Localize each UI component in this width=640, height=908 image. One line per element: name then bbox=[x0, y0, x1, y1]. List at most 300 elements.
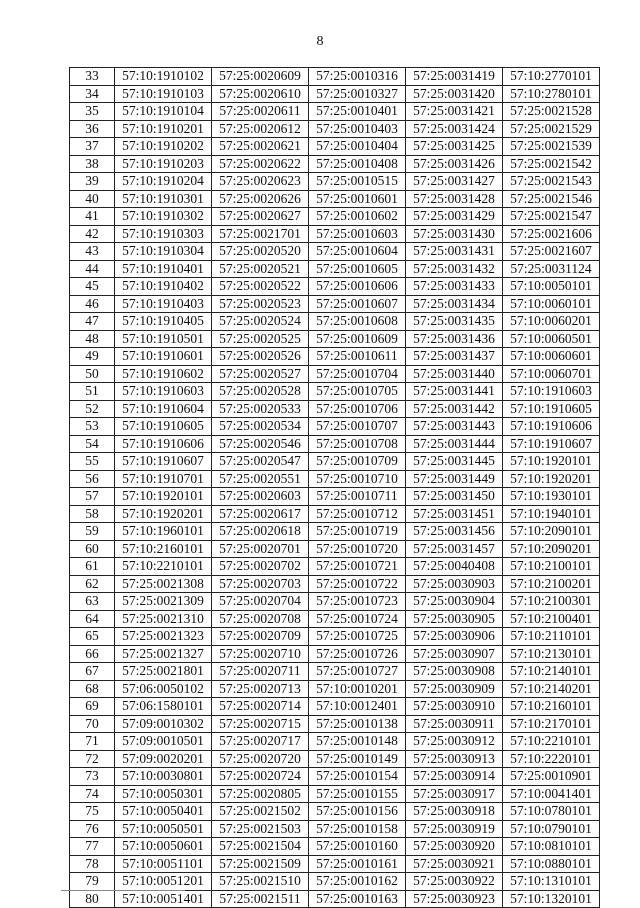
table-row bbox=[70, 470, 600, 488]
cadastral-number-cell: 57:10:2160101 bbox=[503, 698, 600, 716]
cadastral-number-cell: 57:10:2100401 bbox=[503, 610, 600, 628]
cadastral-number-cell: 57:10:0012401 bbox=[309, 698, 406, 716]
cadastral-number-cell: 57:10:0050601 bbox=[115, 838, 212, 856]
row-number-cell: 35 bbox=[70, 103, 115, 121]
cadastral-number-cell: 57:10:0060601 bbox=[503, 348, 600, 366]
cadastral-number-cell: 57:25:0010408 bbox=[309, 155, 406, 173]
cadastral-number-cell: 57:25:0030908 bbox=[406, 663, 503, 681]
cadastral-number-cell: 57:25:0010608 bbox=[309, 313, 406, 331]
row-number-cell: 74 bbox=[70, 785, 115, 803]
cadastral-number-cell: 57:25:0010708 bbox=[309, 435, 406, 453]
cadastral-number-cell: 57:25:0030923 bbox=[406, 890, 503, 908]
cadastral-number-cell: 57:25:0031436 bbox=[406, 330, 503, 348]
row-number-cell: 73 bbox=[70, 768, 115, 786]
cadastral-number-cell: 57:25:0021310 bbox=[115, 610, 212, 628]
cadastral-number-cell: 57:10:2210101 bbox=[503, 733, 600, 751]
cadastral-number-cell: 57:10:1910603 bbox=[115, 383, 212, 401]
cadastral-number-cell: 57:25:0020709 bbox=[212, 628, 309, 646]
cadastral-number-cell: 57:25:0010720 bbox=[309, 540, 406, 558]
cadastral-number-cell: 57:25:0010719 bbox=[309, 523, 406, 541]
row-number-cell: 55 bbox=[70, 453, 115, 471]
row-number-cell: 80 bbox=[70, 890, 115, 908]
cadastral-number-cell: 57:10:2100301 bbox=[503, 593, 600, 611]
cadastral-number-cell: 57:25:0010327 bbox=[309, 85, 406, 103]
cadastral-number-cell: 57:25:0010601 bbox=[309, 190, 406, 208]
cadastral-number-cell: 57:25:0010611 bbox=[309, 348, 406, 366]
cadastral-number-cell: 57:25:0010710 bbox=[309, 470, 406, 488]
cadastral-number-cell: 57:25:0010154 bbox=[309, 768, 406, 786]
cadastral-number-cell: 57:25:0031451 bbox=[406, 505, 503, 523]
cadastral-number-cell: 57:25:0010723 bbox=[309, 593, 406, 611]
cadastral-number-cell: 57:25:0010148 bbox=[309, 733, 406, 751]
cadastral-number-cell: 57:25:0031443 bbox=[406, 418, 503, 436]
cadastral-number-cell: 57:25:0021801 bbox=[115, 663, 212, 681]
cadastral-number-cell: 57:10:2210101 bbox=[115, 558, 212, 576]
row-number-cell: 77 bbox=[70, 838, 115, 856]
cadastral-number-cell: 57:10:1910405 bbox=[115, 313, 212, 331]
cadastral-number-cell: 57:10:1910303 bbox=[115, 225, 212, 243]
cadastral-number-cell: 57:25:0010707 bbox=[309, 418, 406, 436]
cadastral-number-cell: 57:25:0010161 bbox=[309, 855, 406, 873]
table-row bbox=[70, 155, 600, 173]
row-number-cell: 33 bbox=[70, 68, 115, 86]
cadastral-number-cell: 57:10:1910607 bbox=[115, 453, 212, 471]
table-row bbox=[70, 453, 600, 471]
cadastral-number-cell: 57:25:0030904 bbox=[406, 593, 503, 611]
cadastral-number-cell: 57:10:1910605 bbox=[503, 400, 600, 418]
cadastral-number-cell: 57:25:0010726 bbox=[309, 645, 406, 663]
table-row bbox=[70, 540, 600, 558]
cadastral-number-cell: 57:25:0020612 bbox=[212, 120, 309, 138]
cadastral-number-cell: 57:25:0021543 bbox=[503, 173, 600, 191]
cadastral-number-cell: 57:25:0010401 bbox=[309, 103, 406, 121]
cadastral-number-cell: 57:25:0021546 bbox=[503, 190, 600, 208]
cadastral-number-cell: 57:25:0021606 bbox=[503, 225, 600, 243]
page-number: 8 bbox=[316, 34, 324, 49]
row-number-cell: 34 bbox=[70, 85, 115, 103]
table-body bbox=[70, 68, 600, 908]
cadastral-number-cell: 57:10:1940101 bbox=[503, 505, 600, 523]
cadastral-number-cell: 57:25:0031432 bbox=[406, 260, 503, 278]
cadastral-number-cell: 57:25:0031437 bbox=[406, 348, 503, 366]
row-number-cell: 43 bbox=[70, 243, 115, 261]
cadastral-number-cell: 57:25:0010162 bbox=[309, 873, 406, 891]
cadastral-number-cell: 57:10:1910104 bbox=[115, 103, 212, 121]
cadastral-number-cell: 57:25:0020714 bbox=[212, 698, 309, 716]
cadastral-number-cell: 57:10:0810101 bbox=[503, 838, 600, 856]
cadastral-number-cell: 57:25:0010404 bbox=[309, 138, 406, 156]
cadastral-number-cell: 57:25:0021309 bbox=[115, 593, 212, 611]
cadastral-number-cell: 57:25:0010604 bbox=[309, 243, 406, 261]
cadastral-number-cell: 57:25:0031429 bbox=[406, 208, 503, 226]
row-number-cell: 68 bbox=[70, 680, 115, 698]
cadastral-number-cell: 57:25:0020713 bbox=[212, 680, 309, 698]
cadastral-number-cell: 57:10:1910606 bbox=[503, 418, 600, 436]
cadastral-number-cell: 57:25:0020621 bbox=[212, 138, 309, 156]
table-row bbox=[70, 85, 600, 103]
cadastral-number-cell: 57:25:0020618 bbox=[212, 523, 309, 541]
row-number-cell: 39 bbox=[70, 173, 115, 191]
table-row bbox=[70, 505, 600, 523]
cadastral-number-cell: 57:25:0020609 bbox=[212, 68, 309, 86]
cadastral-number-cell: 57:25:0021504 bbox=[212, 838, 309, 856]
cadastral-number-cell: 57:25:0030918 bbox=[406, 803, 503, 821]
cadastral-number-cell: 57:10:1910701 bbox=[115, 470, 212, 488]
cadastral-number-cell: 57:25:0030921 bbox=[406, 855, 503, 873]
cadastral-number-cell: 57:25:0021539 bbox=[503, 138, 600, 156]
cadastral-number-cell: 57:25:0030910 bbox=[406, 698, 503, 716]
cadastral-number-cell: 57:10:1320101 bbox=[503, 890, 600, 908]
cadastral-number-cell: 57:10:1920101 bbox=[115, 488, 212, 506]
row-number-cell: 50 bbox=[70, 365, 115, 383]
table-row bbox=[70, 435, 600, 453]
cadastral-number-cell: 57:25:0020622 bbox=[212, 155, 309, 173]
row-number-cell: 49 bbox=[70, 348, 115, 366]
cadastral-number-cell: 57:25:0021547 bbox=[503, 208, 600, 226]
row-number-cell: 36 bbox=[70, 120, 115, 138]
table-row bbox=[70, 243, 600, 261]
cadastral-number-cell: 57:10:1920201 bbox=[115, 505, 212, 523]
cadastral-number-cell: 57:25:0030907 bbox=[406, 645, 503, 663]
row-number-cell: 51 bbox=[70, 383, 115, 401]
table-row bbox=[70, 645, 600, 663]
cadastral-number-cell: 57:10:1910102 bbox=[115, 68, 212, 86]
cadastral-number-cell: 57:25:0020627 bbox=[212, 208, 309, 226]
table-row bbox=[70, 173, 600, 191]
cadastral-number-cell: 57:10:1910204 bbox=[115, 173, 212, 191]
row-number-cell: 72 bbox=[70, 750, 115, 768]
cadastral-number-cell: 57:25:0010712 bbox=[309, 505, 406, 523]
cadastral-number-cell: 57:25:0031419 bbox=[406, 68, 503, 86]
cadastral-number-cell: 57:25:0010149 bbox=[309, 750, 406, 768]
cadastral-number-cell: 57:25:0010403 bbox=[309, 120, 406, 138]
row-number-cell: 52 bbox=[70, 400, 115, 418]
cadastral-number-cell: 57:25:0021542 bbox=[503, 155, 600, 173]
cadastral-number-cell: 57:25:0020704 bbox=[212, 593, 309, 611]
table-row bbox=[70, 278, 600, 296]
cadastral-number-cell: 57:10:1910302 bbox=[115, 208, 212, 226]
cadastral-number-cell: 57:10:1960101 bbox=[115, 523, 212, 541]
row-number-cell: 65 bbox=[70, 628, 115, 646]
cadastral-number-cell: 57:10:0051201 bbox=[115, 873, 212, 891]
row-number-cell: 60 bbox=[70, 540, 115, 558]
table-row bbox=[70, 838, 600, 856]
table-row bbox=[70, 330, 600, 348]
table-row bbox=[70, 715, 600, 733]
cadastral-number-cell: 57:25:0031426 bbox=[406, 155, 503, 173]
row-number-cell: 67 bbox=[70, 663, 115, 681]
cadastral-number-cell: 57:09:0010501 bbox=[115, 733, 212, 751]
cadastral-number-cell: 57:10:0051401 bbox=[115, 890, 212, 908]
table-row bbox=[70, 120, 600, 138]
cadastral-number-cell: 57:25:0031431 bbox=[406, 243, 503, 261]
table-row bbox=[70, 208, 600, 226]
table-row bbox=[70, 698, 600, 716]
cadastral-number-cell: 57:10:0880101 bbox=[503, 855, 600, 873]
cadastral-number-cell: 57:10:0050401 bbox=[115, 803, 212, 821]
table-row bbox=[70, 855, 600, 873]
cadastral-number-cell: 57:25:0010163 bbox=[309, 890, 406, 908]
table-row bbox=[70, 383, 600, 401]
cadastral-number-cell: 57:10:0060101 bbox=[503, 295, 600, 313]
cadastral-number-cell: 57:25:0031434 bbox=[406, 295, 503, 313]
cadastral-number-cell: 57:10:2130101 bbox=[503, 645, 600, 663]
cadastral-number-cell: 57:25:0010901 bbox=[503, 768, 600, 786]
cadastral-number-cell: 57:25:0020701 bbox=[212, 540, 309, 558]
cadastral-number-cell: 57:25:0021529 bbox=[503, 120, 600, 138]
cadastral-number-cell: 57:10:2090201 bbox=[503, 540, 600, 558]
cadastral-number-cell: 57:25:0020617 bbox=[212, 505, 309, 523]
cadastral-number-cell: 57:10:0050501 bbox=[115, 820, 212, 838]
row-number-cell: 69 bbox=[70, 698, 115, 716]
row-number-cell: 76 bbox=[70, 820, 115, 838]
cadastral-number-cell: 57:25:0030906 bbox=[406, 628, 503, 646]
cadastral-number-cell: 57:25:0021502 bbox=[212, 803, 309, 821]
row-number-cell: 70 bbox=[70, 715, 115, 733]
cadastral-number-cell: 57:25:0010721 bbox=[309, 558, 406, 576]
cadastral-number-cell: 57:25:0021701 bbox=[212, 225, 309, 243]
cadastral-number-cell: 57:10:1910603 bbox=[503, 383, 600, 401]
row-number-cell: 71 bbox=[70, 733, 115, 751]
cadastral-number-cell: 57:10:2100101 bbox=[503, 558, 600, 576]
cadastral-number-cell: 57:25:0031425 bbox=[406, 138, 503, 156]
cadastral-number-cell: 57:25:0010155 bbox=[309, 785, 406, 803]
cadastral-number-cell: 57:06:0050102 bbox=[115, 680, 212, 698]
cadastral-number-cell: 57:25:0030917 bbox=[406, 785, 503, 803]
cadastral-number-cell: 57:25:0020703 bbox=[212, 575, 309, 593]
cadastral-number-cell: 57:10:0050101 bbox=[503, 278, 600, 296]
cadastral-number-cell: 57:09:0010302 bbox=[115, 715, 212, 733]
table-row bbox=[70, 873, 600, 891]
row-number-cell: 54 bbox=[70, 435, 115, 453]
table-row bbox=[70, 610, 600, 628]
row-number-cell: 63 bbox=[70, 593, 115, 611]
row-number-cell: 40 bbox=[70, 190, 115, 208]
cadastral-number-cell: 57:25:0010704 bbox=[309, 365, 406, 383]
cadastral-number-cell: 57:25:0031430 bbox=[406, 225, 503, 243]
table-row bbox=[70, 313, 600, 331]
cadastral-number-cell: 57:25:0030909 bbox=[406, 680, 503, 698]
cadastral-number-cell: 57:25:0010609 bbox=[309, 330, 406, 348]
cadastral-number-cell: 57:25:0010138 bbox=[309, 715, 406, 733]
cadastral-number-cell: 57:10:1930101 bbox=[503, 488, 600, 506]
cadastral-number-cell: 57:25:0010607 bbox=[309, 295, 406, 313]
cadastral-number-cell: 57:25:0010156 bbox=[309, 803, 406, 821]
cadastral-number-cell: 57:10:2090101 bbox=[503, 523, 600, 541]
cadastral-number-cell: 57:10:0010201 bbox=[309, 680, 406, 698]
row-number-cell: 64 bbox=[70, 610, 115, 628]
row-number-cell: 45 bbox=[70, 278, 115, 296]
table-row bbox=[70, 785, 600, 803]
cadastral-number-cell: 57:25:0021503 bbox=[212, 820, 309, 838]
row-number-cell: 56 bbox=[70, 470, 115, 488]
cadastral-number-cell: 57:25:0031444 bbox=[406, 435, 503, 453]
row-number-cell: 78 bbox=[70, 855, 115, 873]
cadastral-number-cell: 57:25:0031441 bbox=[406, 383, 503, 401]
cadastral-number-cell: 57:25:0031450 bbox=[406, 488, 503, 506]
cadastral-number-cell: 57:25:0010515 bbox=[309, 173, 406, 191]
cadastral-number-cell: 57:25:0031433 bbox=[406, 278, 503, 296]
cadastral-number-cell: 57:25:0031420 bbox=[406, 85, 503, 103]
cadastral-number-cell: 57:10:0030801 bbox=[115, 768, 212, 786]
cadastral-number-cell: 57:25:0030922 bbox=[406, 873, 503, 891]
row-number-cell: 75 bbox=[70, 803, 115, 821]
table-row bbox=[70, 523, 600, 541]
table-row bbox=[70, 803, 600, 821]
cadastral-number-cell: 57:10:1910401 bbox=[115, 260, 212, 278]
cadastral-number-cell: 57:10:1910605 bbox=[115, 418, 212, 436]
cadastral-number-cell: 57:25:0020525 bbox=[212, 330, 309, 348]
cadastral-number-cell: 57:25:0010705 bbox=[309, 383, 406, 401]
cadastral-number-cell: 57:25:0020551 bbox=[212, 470, 309, 488]
cadastral-number-cell: 57:25:0020526 bbox=[212, 348, 309, 366]
cadastral-number-cell: 57:10:0060201 bbox=[503, 313, 600, 331]
cadastral-number-cell: 57:10:2110101 bbox=[503, 628, 600, 646]
row-number-cell: 44 bbox=[70, 260, 115, 278]
table-row bbox=[70, 400, 600, 418]
cadastral-number-cell: 57:25:0020546 bbox=[212, 435, 309, 453]
cadastral-number-cell: 57:25:0010316 bbox=[309, 68, 406, 86]
table-row bbox=[70, 68, 600, 86]
row-number-cell: 42 bbox=[70, 225, 115, 243]
cadastral-number-cell: 57:10:1920201 bbox=[503, 470, 600, 488]
cadastral-number-cell: 57:25:0020547 bbox=[212, 453, 309, 471]
table-row bbox=[70, 348, 600, 366]
row-number-cell: 38 bbox=[70, 155, 115, 173]
cadastral-number-cell: 57:25:0031421 bbox=[406, 103, 503, 121]
cadastral-number-cell: 57:10:1910501 bbox=[115, 330, 212, 348]
cadastral-number-cell: 57:10:0780101 bbox=[503, 803, 600, 821]
cadastral-number-cell: 57:25:0030905 bbox=[406, 610, 503, 628]
cadastral-number-cell: 57:25:0020523 bbox=[212, 295, 309, 313]
cadastral-number-cell: 57:25:0031440 bbox=[406, 365, 503, 383]
cadastral-number-cell: 57:25:0020711 bbox=[212, 663, 309, 681]
cadastral-number-cell: 57:10:1310101 bbox=[503, 873, 600, 891]
table-row bbox=[70, 820, 600, 838]
cadastral-number-cell: 57:25:0021323 bbox=[115, 628, 212, 646]
row-number-cell: 53 bbox=[70, 418, 115, 436]
table-row bbox=[70, 260, 600, 278]
table-row bbox=[70, 628, 600, 646]
table-row bbox=[70, 750, 600, 768]
cadastral-number-cell: 57:10:0051101 bbox=[115, 855, 212, 873]
cadastral-number-cell: 57:10:1910203 bbox=[115, 155, 212, 173]
cadastral-number-cell: 57:25:0010160 bbox=[309, 838, 406, 856]
table-row bbox=[70, 488, 600, 506]
cadastral-number-cell: 57:10:2170101 bbox=[503, 715, 600, 733]
cadastral-number-cell: 57:10:2160101 bbox=[115, 540, 212, 558]
cadastral-number-cell: 57:09:0020201 bbox=[115, 750, 212, 768]
cadastral-number-cell: 57:10:0060501 bbox=[503, 330, 600, 348]
cadastral-number-cell: 57:25:0031124 bbox=[503, 260, 600, 278]
row-number-cell: 62 bbox=[70, 575, 115, 593]
cadastral-number-cell: 57:10:2140201 bbox=[503, 680, 600, 698]
cadastral-number-cell: 57:25:0021308 bbox=[115, 575, 212, 593]
cadastral-number-cell: 57:10:2770101 bbox=[503, 68, 600, 86]
cadastral-number-cell: 57:25:0030903 bbox=[406, 575, 503, 593]
cadastral-number-cell: 57:25:0010706 bbox=[309, 400, 406, 418]
cadastral-number-cell: 57:25:0020520 bbox=[212, 243, 309, 261]
cadastral-number-cell: 57:10:0790101 bbox=[503, 820, 600, 838]
cadastral-number-cell: 57:25:0031427 bbox=[406, 173, 503, 191]
table-row bbox=[70, 138, 600, 156]
cadastral-number-cell: 57:25:0020522 bbox=[212, 278, 309, 296]
cadastral-number-cell: 57:10:1920101 bbox=[503, 453, 600, 471]
cadastral-number-cell: 57:25:0010709 bbox=[309, 453, 406, 471]
cadastral-number-cell: 57:25:0010725 bbox=[309, 628, 406, 646]
cadastral-number-cell: 57:25:0031445 bbox=[406, 453, 503, 471]
cadastral-number-cell: 57:25:0031449 bbox=[406, 470, 503, 488]
cadastral-number-cell: 57:25:0031456 bbox=[406, 523, 503, 541]
cadastral-number-cell: 57:25:0010602 bbox=[309, 208, 406, 226]
cadastral-number-cell: 57:25:0020805 bbox=[212, 785, 309, 803]
cadastral-number-cell: 57:25:0021607 bbox=[503, 243, 600, 261]
cadastral-number-cell: 57:25:0020717 bbox=[212, 733, 309, 751]
table-row bbox=[70, 295, 600, 313]
row-number-cell: 66 bbox=[70, 645, 115, 663]
cadastral-number-cell: 57:10:1910403 bbox=[115, 295, 212, 313]
cadastral-number-cell: 57:25:0020533 bbox=[212, 400, 309, 418]
cadastral-number-cell: 57:25:0030911 bbox=[406, 715, 503, 733]
row-number-cell: 41 bbox=[70, 208, 115, 226]
cadastral-number-cell: 57:25:0010603 bbox=[309, 225, 406, 243]
cadastral-number-cell: 57:25:0021509 bbox=[212, 855, 309, 873]
cadastral-number-cell: 57:25:0020611 bbox=[212, 103, 309, 121]
table-row bbox=[70, 418, 600, 436]
cadastral-number-cell: 57:25:0010158 bbox=[309, 820, 406, 838]
table-row bbox=[70, 558, 600, 576]
row-number-cell: 59 bbox=[70, 523, 115, 541]
cadastral-number-cell: 57:25:0020724 bbox=[212, 768, 309, 786]
cadastral-number-cell: 57:25:0030919 bbox=[406, 820, 503, 838]
cadastral-number-cell: 57:25:0010724 bbox=[309, 610, 406, 628]
row-number-cell: 37 bbox=[70, 138, 115, 156]
cadastral-number-cell: 57:25:0021511 bbox=[212, 890, 309, 908]
table-row bbox=[70, 575, 600, 593]
cadastral-number-cell: 57:25:0010727 bbox=[309, 663, 406, 681]
table-row bbox=[70, 225, 600, 243]
cadastral-number-cell: 57:10:0041401 bbox=[503, 785, 600, 803]
row-number-cell: 57 bbox=[70, 488, 115, 506]
cadastral-number-cell: 57:10:0060701 bbox=[503, 365, 600, 383]
cadastral-number-cell: 57:10:1910304 bbox=[115, 243, 212, 261]
cadastral-number-cell: 57:25:0020603 bbox=[212, 488, 309, 506]
cadastral-number-cell: 57:25:0021327 bbox=[115, 645, 212, 663]
row-number-cell: 46 bbox=[70, 295, 115, 313]
cadastral-number-cell: 57:25:0020610 bbox=[212, 85, 309, 103]
table-row bbox=[70, 768, 600, 786]
cadastral-number-cell: 57:25:0030913 bbox=[406, 750, 503, 768]
cadastral-number-cell: 57:25:0010606 bbox=[309, 278, 406, 296]
cadastral-number-cell: 57:06:1580101 bbox=[115, 698, 212, 716]
cadastral-number-cell: 57:10:1910201 bbox=[115, 120, 212, 138]
cadastral-number-cell: 57:25:0020720 bbox=[212, 750, 309, 768]
cadastral-number-cell: 57:25:0020715 bbox=[212, 715, 309, 733]
cadastral-number-cell: 57:25:0020528 bbox=[212, 383, 309, 401]
cadastral-number-cell: 57:25:0020702 bbox=[212, 558, 309, 576]
cadastral-number-cell: 57:10:1910402 bbox=[115, 278, 212, 296]
cadastral-number-cell: 57:25:0020527 bbox=[212, 365, 309, 383]
row-number-cell: 61 bbox=[70, 558, 115, 576]
cadastral-number-cell: 57:25:0030914 bbox=[406, 768, 503, 786]
table-row bbox=[70, 680, 600, 698]
table-row bbox=[70, 190, 600, 208]
table-row bbox=[70, 733, 600, 751]
cadastral-number-cell: 57:25:0020626 bbox=[212, 190, 309, 208]
footer-divider bbox=[61, 890, 185, 891]
cadastral-number-cell: 57:25:0020708 bbox=[212, 610, 309, 628]
cadastral-number-cell: 57:25:0010711 bbox=[309, 488, 406, 506]
